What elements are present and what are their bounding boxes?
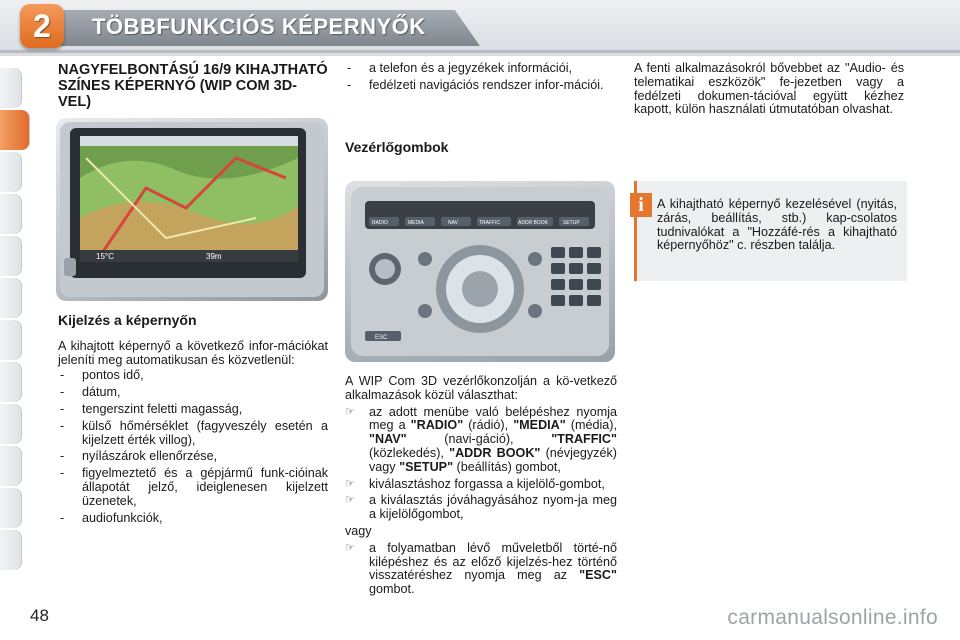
paragraph-or: vagy bbox=[345, 523, 372, 538]
info-source-list bbox=[345, 62, 617, 93]
chapter-badge: 2 bbox=[20, 4, 64, 48]
paragraph-console-intro: A WIP Com 3D vezérlőkonzolján a kö-vetkező alkalmazások közül választhat: bbox=[345, 374, 617, 402]
control-console-photo bbox=[345, 181, 615, 362]
console-button-media: MEDIA bbox=[408, 220, 424, 226]
paragraph-intro: A kihajtott képernyő a következő infor-mációkat jeleníti meg automatikusan és közvetlenül: bbox=[58, 338, 328, 367]
console-button-addr-book: ADDR BOOK bbox=[518, 220, 549, 226]
list-item: - audiofunkciók, bbox=[58, 512, 328, 526]
console-instructions-esc bbox=[345, 542, 617, 597]
console-button-esc: ESC bbox=[375, 335, 388, 341]
display-screen-illustration bbox=[56, 118, 328, 301]
list-item: - a telefon és a jegyzékek információi, bbox=[345, 62, 617, 76]
pointing-hand-icon: ☞ bbox=[345, 541, 355, 554]
pointing-hand-icon: ☞ bbox=[345, 477, 355, 490]
keyword-addr-book: "ADDR BOOK" bbox=[449, 445, 541, 460]
console-button-setup: SETUP bbox=[563, 220, 580, 226]
list-item: - nyílászárok ellenőrzése, bbox=[58, 450, 328, 464]
list-item: - fedélzeti navigációs rendszer infor-mációi. bbox=[345, 79, 617, 93]
screen-temp-label: 15°C bbox=[96, 252, 114, 261]
instruction-text: (navi-gáció), bbox=[406, 432, 552, 447]
watermark: carmanualsonline.info bbox=[727, 606, 938, 629]
console-button-radio: RADIO bbox=[372, 220, 388, 226]
instruction-text: a kiválasztás jóváhagyásához nyom-ja meg a kijelölőgombot, bbox=[369, 493, 617, 522]
pointing-hand-icon: ☞ bbox=[345, 405, 355, 418]
instruction-text: (névjegyzék) vagy bbox=[369, 445, 617, 474]
subheading-controls: Vezérlőgombok bbox=[345, 138, 449, 155]
instruction-text: (rádió), bbox=[463, 418, 514, 433]
display-info-list bbox=[58, 369, 328, 525]
chapter-side-tabs bbox=[0, 68, 34, 572]
console-instructions bbox=[345, 406, 617, 522]
side-tab-active[interactable] bbox=[0, 110, 30, 150]
console-button-traffic: TRAFFIC bbox=[479, 220, 501, 226]
column-1-body bbox=[58, 314, 328, 525]
column-3 bbox=[634, 62, 904, 117]
side-tab[interactable] bbox=[0, 320, 22, 360]
header-stripe bbox=[0, 50, 960, 53]
list-item: - pontos idő, bbox=[58, 369, 328, 383]
instruction-item bbox=[345, 542, 617, 597]
list-item: - tengerszint feletti magasság, bbox=[58, 403, 328, 417]
section-title: NAGYFELBONTÁSÚ 16/9 KIHAJTHATÓ SZÍNES KÉPERNYŐ (WIP COM 3D-VEL) bbox=[58, 62, 328, 110]
keyword-media: "MEDIA" bbox=[513, 418, 566, 433]
console-button-nav: NAV bbox=[448, 220, 458, 226]
paragraph-more-info: A fenti alkalmazásokról bővebbet az "Audio- és telematikai eszközök" fe-jezetben vagy a fedélzeti dokumen-tációval együtt kézhez kapott, külön használati útmutatóban olvashat. bbox=[634, 61, 904, 117]
side-tab[interactable] bbox=[0, 362, 22, 402]
side-tab[interactable] bbox=[0, 488, 22, 528]
instruction-item bbox=[345, 478, 617, 492]
display-screen-photo bbox=[56, 118, 328, 301]
side-tab[interactable] bbox=[0, 446, 22, 486]
instruction-text: a folyamatban lévő műveletből törté-nő kilépéshez és az előző kijelzés-hez történő visszatéréshez nyomja meg az bbox=[369, 540, 617, 583]
list-item: - figyelmeztető és a gépjármű funk-cióinak állapotát jelző, ideiglenesen kijelzett üzenetek, bbox=[58, 467, 328, 508]
instruction-item bbox=[345, 494, 617, 522]
page-title: TÖBBFUNKCIÓS KÉPERNYŐK bbox=[92, 14, 426, 39]
side-tab[interactable] bbox=[0, 404, 22, 444]
side-tab[interactable] bbox=[0, 278, 22, 318]
info-icon: i bbox=[630, 193, 652, 217]
side-tab[interactable] bbox=[0, 530, 22, 570]
subheading-display: Kijelzés a képernyőn bbox=[58, 312, 197, 328]
instruction-text: az adott menübe való belépéshez nyomja meg a bbox=[369, 404, 617, 433]
info-box-text: A kihajtható képernyő kezelésével (nyitás, zárás, beállítás, stb.) kap-csolatos tudnivalókat a "Hozzáfé-rés a kihajtható képernyőhöz" c. részben találja. bbox=[657, 197, 897, 253]
instruction-text: gombot. bbox=[369, 582, 415, 597]
keyword-setup: "SETUP" bbox=[399, 459, 454, 474]
side-tab[interactable] bbox=[0, 68, 22, 108]
instruction-text: (média), bbox=[565, 418, 617, 433]
instruction-text: (beállítás) gombot, bbox=[453, 459, 561, 474]
keyword-nav: "NAV" bbox=[369, 432, 407, 447]
keyword-radio: "RADIO" bbox=[410, 418, 464, 433]
instruction-text: kiválasztáshoz forgassa a kijelölő-gombot, bbox=[369, 476, 605, 491]
column-1 bbox=[58, 62, 328, 110]
side-tab[interactable] bbox=[0, 194, 22, 234]
column-2-body bbox=[345, 375, 617, 597]
side-tab[interactable] bbox=[0, 152, 22, 192]
list-item: - dátum, bbox=[58, 386, 328, 400]
screen-altitude-label: 39m bbox=[206, 252, 222, 261]
list-item: - külső hőmérséklet (fagyveszély esetén a kijelzett érték villog), bbox=[58, 420, 328, 448]
page-number: 48 bbox=[30, 606, 49, 625]
keyword-traffic: "TRAFFIC" bbox=[551, 432, 617, 447]
instruction-item bbox=[345, 406, 617, 475]
instruction-text: (közlekedés), bbox=[369, 445, 450, 460]
control-console-illustration bbox=[345, 181, 615, 362]
side-tab[interactable] bbox=[0, 236, 22, 276]
column-2 bbox=[345, 62, 617, 154]
keyword-esc: "ESC" bbox=[579, 568, 617, 583]
pointing-hand-icon: ☞ bbox=[345, 494, 355, 507]
